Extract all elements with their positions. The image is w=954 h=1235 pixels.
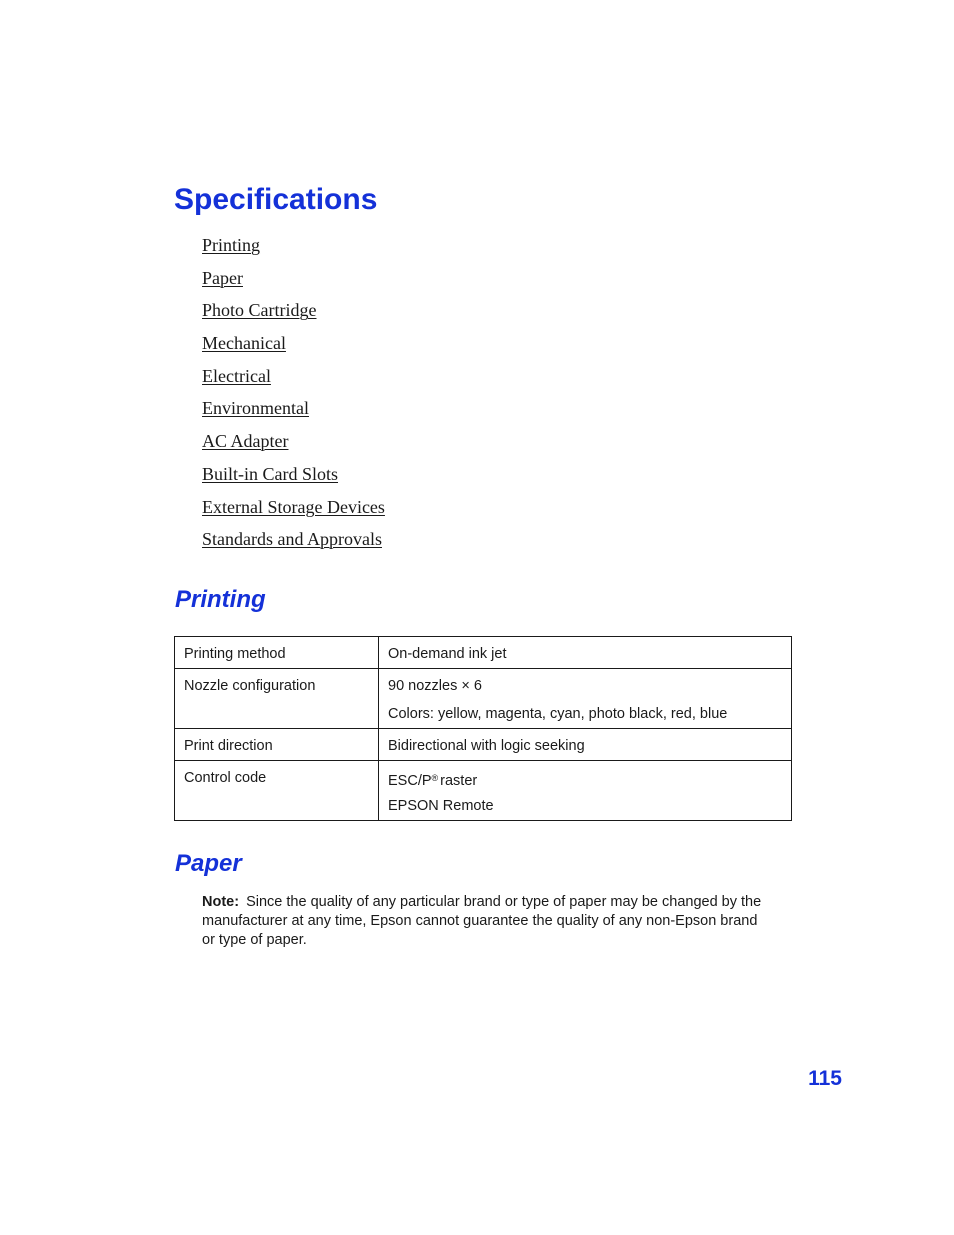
toc-link-photo-cartridge[interactable]: Photo Cartridge bbox=[202, 300, 317, 321]
toc-link-built-in-card-slots[interactable]: Built-in Card Slots bbox=[202, 463, 339, 484]
toc-link-electrical[interactable]: Electrical bbox=[202, 365, 271, 386]
printing-spec-table bbox=[174, 636, 792, 821]
raster-text: raster bbox=[440, 773, 478, 789]
toc-link-printing[interactable]: Printing bbox=[202, 235, 261, 255]
spec-label: Print direction bbox=[184, 738, 273, 754]
toc-item bbox=[202, 229, 385, 262]
toc-item bbox=[202, 458, 385, 491]
toc-item bbox=[202, 392, 385, 425]
toc-link-standards-and-approvals[interactable]: Standards and Approvals bbox=[202, 529, 382, 550]
spec-value-cell bbox=[379, 637, 792, 669]
table-row bbox=[175, 761, 792, 821]
spec-value-control-code bbox=[388, 764, 782, 792]
esc-p-text: ESC/P bbox=[388, 773, 432, 789]
spec-value: 90 nozzles × 6 bbox=[388, 678, 482, 694]
note-label: Note: bbox=[202, 894, 240, 910]
toc-item bbox=[202, 523, 385, 556]
section-heading-paper: Paper bbox=[175, 850, 242, 877]
spec-value: Colors: yellow, magenta, cyan, photo black, red, blue bbox=[388, 706, 728, 722]
toc-link-environmental[interactable]: Environmental bbox=[202, 398, 309, 419]
table-row bbox=[175, 729, 792, 761]
spec-label: Nozzle configuration bbox=[184, 678, 316, 694]
toc-link-ac-adapter[interactable]: AC Adapter bbox=[202, 431, 289, 452]
toc-item bbox=[202, 360, 385, 393]
page-number: 115 bbox=[808, 1067, 842, 1090]
toc-link-mechanical[interactable]: Mechanical bbox=[202, 333, 286, 354]
table-row bbox=[175, 669, 792, 729]
spec-value: EPSON Remote bbox=[388, 798, 494, 814]
toc-item bbox=[202, 294, 385, 327]
page-title: Specifications bbox=[174, 183, 378, 216]
toc-link-external-storage-devices[interactable]: External Storage Devices bbox=[202, 496, 385, 517]
note-text: Since the quality of any particular brand or type of paper may be changed by the manufacturer at any time, Epson cannot guarantee the quality of any non-Epson brand or type of paper. bbox=[202, 894, 762, 948]
table-row bbox=[175, 637, 792, 669]
toc-item bbox=[202, 327, 385, 360]
toc-link-paper[interactable]: Paper bbox=[202, 267, 243, 288]
spec-label-cell bbox=[175, 637, 379, 669]
table-of-contents bbox=[202, 229, 385, 556]
toc-item bbox=[202, 425, 385, 458]
paper-note bbox=[202, 893, 762, 950]
spec-value: On-demand ink jet bbox=[388, 646, 507, 662]
spec-value-cell bbox=[379, 761, 792, 821]
spec-label-cell bbox=[175, 669, 379, 729]
toc-item bbox=[202, 262, 385, 295]
registered-mark: ® bbox=[431, 773, 439, 783]
spec-value-cell bbox=[379, 669, 792, 729]
toc-item bbox=[202, 491, 385, 524]
spec-label-cell bbox=[175, 729, 379, 761]
spec-label: Control code bbox=[184, 770, 267, 786]
spec-label: Printing method bbox=[184, 646, 286, 662]
section-heading-printing: Printing bbox=[175, 586, 266, 613]
spec-value: Bidirectional with logic seeking bbox=[388, 738, 585, 754]
spec-label-cell bbox=[175, 761, 379, 821]
spec-value-cell bbox=[379, 729, 792, 761]
